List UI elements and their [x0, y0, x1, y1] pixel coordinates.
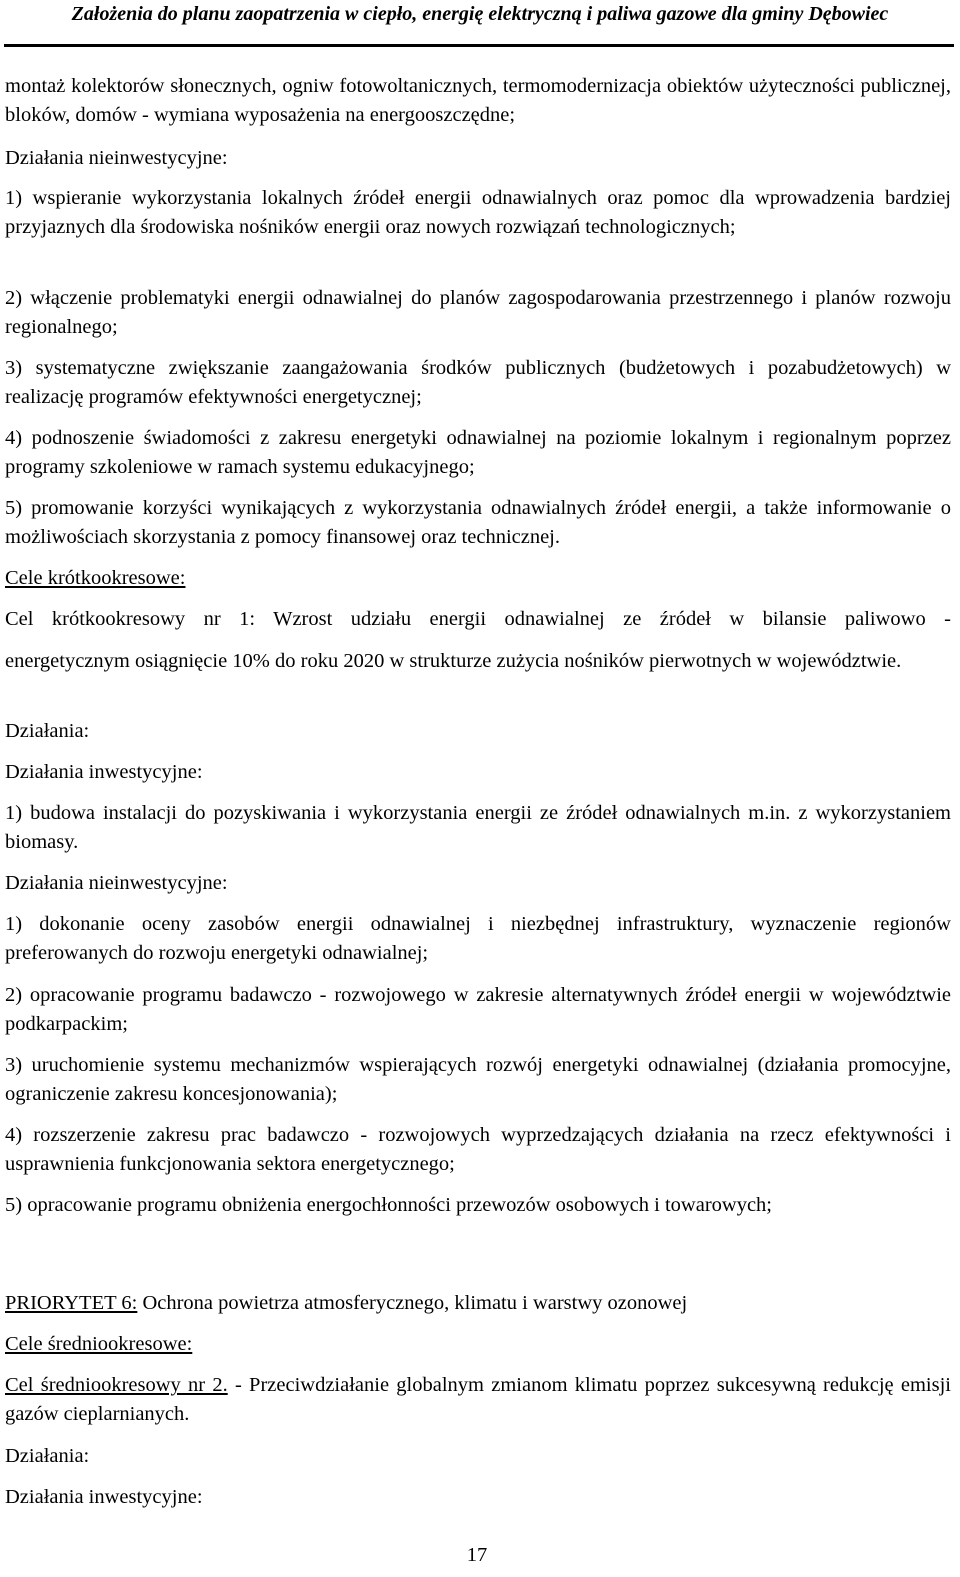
- priority-6-text: Ochrona powietrza atmosferycznego, klimatu i warstwy ozonowej: [137, 1292, 688, 1314]
- list-item-4: 4) podnoszenie świadomości z zakresu energetyki odnawialnej na poziomie lokalnym i regionalnym poprzez programy szkoleniowe w ramach systemu edukacyjnego;: [5, 427, 951, 478]
- non-investment-item-3: 3) uruchomienie systemu mechanizmów wspierających rozwój energetyki odnawialnej (działania promocyjne, ograniczenie zakresu koncesjonowania);: [5, 1054, 951, 1105]
- heading-short-term-goals-wrap: [5, 564, 951, 593]
- heading-actions: Działania:: [5, 720, 90, 742]
- list-item-5: 5) promowanie korzyści wynikających z wykorzystania odnawialnych źródeł energii, a także informowanie o możliwościach skorzystania z pomocy finansowej oraz technicznej.: [5, 497, 951, 548]
- short-term-goal-1-line1: Cel krótkookresowy nr 1: Wzrost udziału energii odnawialnej ze źródeł w bilansie paliwowo -: [5, 608, 951, 630]
- priority-6-line: [5, 1289, 951, 1318]
- non-investment-item-2: 2) opracowanie programu badawczo - rozwojowego w zakresie alternatywnych źródeł energii w województwie podkarpackim;: [5, 984, 951, 1035]
- list-item-1: 1) wspieranie wykorzystania lokalnych źródeł energii odnawialnych oraz pomoc dla wprowadzenia bardziej przyjaznych dla środowiska nośników energii oraz nowych rozwiązań technologicznych;: [5, 187, 951, 238]
- investment-item-1: 1) budowa instalacji do pozyskiwania i wykorzystania energii ze źródeł odnawialnych m.in. z wykorzystaniem biomasy.: [5, 802, 951, 853]
- medium-term-goal-2-text: - Przeciwdziałanie globalnym zmianom klimatu poprzez sukcesywną redukcję emisji gazów cieplarnianych.: [5, 1374, 951, 1425]
- heading-non-investment-actions-2: Działania nieinwestycyjne:: [5, 872, 228, 894]
- medium-term-goal-2: [5, 1371, 951, 1429]
- heading-investment-actions-2: Działania inwestycyjne:: [5, 1486, 203, 1508]
- header-divider: [4, 44, 954, 47]
- paragraph-installations: montaż kolektorów słonecznych, ogniw fotowoltanicznych, termomodernizacja obiektów użyteczności publicznej, bloków, domów - wymiana wyposażenia na energooszczędne;: [5, 75, 951, 126]
- page-header: [0, 0, 960, 48]
- heading-medium-term-goals-wrap: [5, 1330, 951, 1359]
- heading-investment-actions: Działania inwestycyjne:: [5, 761, 203, 783]
- non-investment-item-1: 1) dokonanie oceny zasobów energii odnawialnej i niezbędnej infrastruktury, wyznaczenie regionów preferowanych do rozwoju energetyki odnawialnej;: [5, 913, 951, 964]
- list-item-2: 2) włączenie problematyki energii odnawialnej do planów zagospodarowania przestrzennego i planów rozwoju regionalnego;: [5, 287, 951, 338]
- heading-short-term-goals: Cele krótkookresowe:: [5, 567, 186, 589]
- heading-actions-2: Działania:: [5, 1445, 90, 1467]
- non-investment-item-4: 4) rozszerzenie zakresu prac badawczo - rozwojowych wyprzedzających działania na rzecz efektywności i usprawnienia funkcjonowania sektora energetycznego;: [5, 1124, 951, 1175]
- heading-non-investment-actions: Działania nieinwestycyjne:: [5, 147, 228, 169]
- short-term-goal-1-line2: energetycznym osiągnięcie 10% do roku 2020 w strukturze zużycia nośników pierwotnych w województwie.: [5, 650, 902, 672]
- non-investment-item-5: 5) opracowanie programu obniżenia energochłonności przewozów osobowych i towarowych;: [5, 1194, 772, 1216]
- document-title: Założenia do planu zaopatrzenia w ciepło, energię elektryczną i paliwa gazowe dla gminy Dębowiec: [71, 3, 889, 25]
- priority-6-label: PRIORYTET 6:: [5, 1292, 138, 1314]
- list-item-3: 3) systematyczne zwiększanie zaangażowania środków publicznych (budżetowych i pozabudżetowych) w realizację programów efektywności energetycznej;: [5, 357, 951, 408]
- page-number: 17: [466, 1544, 488, 1566]
- heading-medium-term-goals: Cele średniookresowe:: [5, 1333, 193, 1355]
- medium-term-goal-2-label: Cel średniookresowy nr 2.: [5, 1374, 228, 1396]
